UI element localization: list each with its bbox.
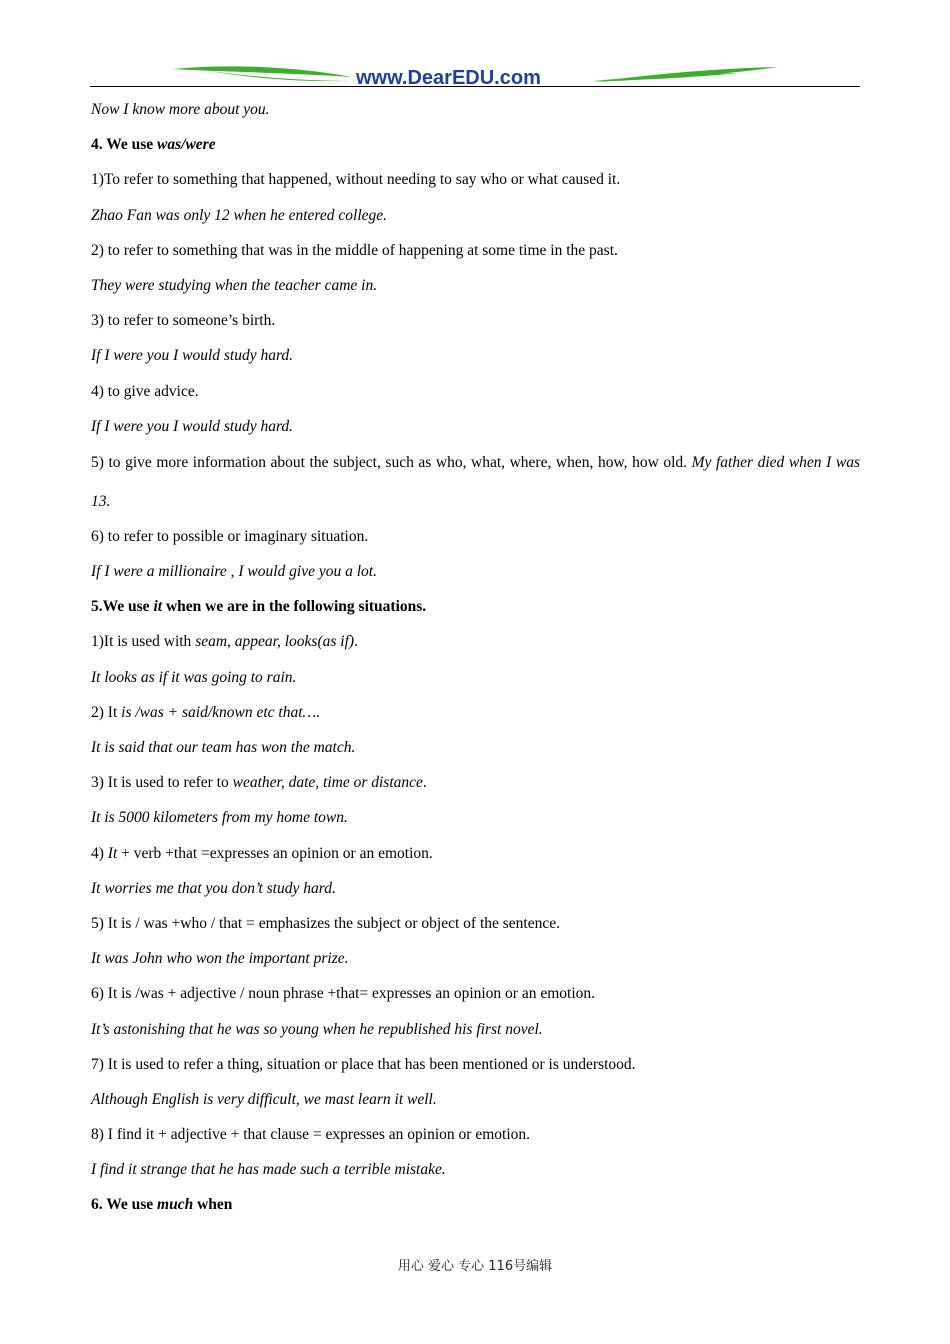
text-run: 2) It [91, 703, 122, 721]
rule-text [91, 443, 860, 521]
text-run: seam, appear, looks(as if) [195, 633, 355, 651]
page-footer: 用心 爱心 专心 116号编辑 [397, 1259, 553, 1274]
rule-text: 6) to refer to possible or imaginary situation. [91, 527, 369, 545]
logo-text: www.DearEDU.com [356, 67, 541, 89]
text-run: + verb +that =expresses an opinion or an emotion. [117, 844, 433, 862]
section-heading [91, 1195, 860, 1215]
rule-text: 7) It is used to refer a thing, situation or place that has been mentioned or is understood. [91, 1055, 636, 1073]
example-sentence: It is 5000 kilometers from my home town. [91, 809, 348, 827]
example-sentence: If I were you I would study hard. [91, 417, 294, 435]
example-sentence: It was John who won the important prize. [91, 950, 349, 968]
text-run: . [422, 774, 427, 792]
example-sentence: It looks as if it was going to rain. [91, 668, 297, 686]
text-run: 5.We use [91, 598, 154, 616]
text-run: 3) It is used to refer to [91, 774, 233, 792]
text-run: It [107, 844, 118, 862]
rule-text [91, 773, 860, 793]
text-run: 4. We use [91, 136, 158, 154]
text-run: . [354, 633, 358, 651]
rule-text [91, 703, 860, 723]
left-swoosh [172, 66, 352, 77]
text-run: was/were [157, 136, 216, 154]
document-body [91, 100, 860, 1231]
example-sentence: It is said that our team has won the match. [91, 739, 356, 756]
rule-text: 1)To refer to something that happened, without needing to say who or what caused it. [91, 171, 621, 189]
example-sentence: Now I know more about you. [91, 101, 270, 118]
text-run: 5) to give more information about the subject, such as who, what, where, when, how, how old. [91, 453, 692, 471]
rule-text: 4) to give advice. [91, 382, 199, 400]
text-run: it [153, 598, 163, 616]
text-run: My father died when I was 13. [91, 453, 860, 510]
text-run: when [193, 1196, 233, 1214]
example-sentence: Although English is very difficult, we mast learn it well. [91, 1090, 437, 1108]
example-sentence: It’s astonishing that he was so young when he republished his first novel. [91, 1020, 543, 1038]
text-run: much [157, 1196, 194, 1214]
example-sentence: Zhao Fan was only 12 when he entered college. [91, 206, 388, 224]
rule-text: 5) It is / was +who / that = emphasizes the subject or object of the sentence. [91, 914, 561, 932]
section-heading [91, 135, 860, 155]
rule-text: 8) I find it + adjective + that clause = expresses an opinion or emotion. [91, 1126, 531, 1144]
text-run: weather, date, time or distance [232, 774, 423, 792]
text-run: 6. We use [91, 1196, 158, 1214]
example-sentence: I find it strange that he has made such a terrible mistake. [91, 1161, 446, 1179]
rule-text [91, 632, 860, 652]
text-run: 1)It is used with [91, 633, 196, 651]
page-header [90, 60, 860, 90]
header-rule [90, 86, 860, 87]
text-run: when we are in the following situations. [162, 598, 427, 616]
rule-text: 2) to refer to something that was in the middle of happening at some time in the past. [91, 241, 618, 259]
rule-text: 3) to refer to someone’s birth. [91, 312, 276, 330]
rule-text: 6) It is /was + adjective / noun phrase +that= expresses an opinion or an emotion. [91, 985, 596, 1003]
section-heading [91, 597, 860, 617]
rule-text [91, 844, 860, 864]
text-run: is /was + said/known etc that…. [121, 703, 321, 721]
example-sentence: It worries me that you don’t study hard. [91, 879, 336, 897]
example-sentence: They were studying when the teacher came in. [91, 276, 378, 294]
example-sentence: If I were a millionaire , I would give you a lot. [91, 563, 377, 581]
text-run: 4) [91, 844, 108, 862]
example-sentence: If I were you I would study hard. [91, 347, 294, 365]
